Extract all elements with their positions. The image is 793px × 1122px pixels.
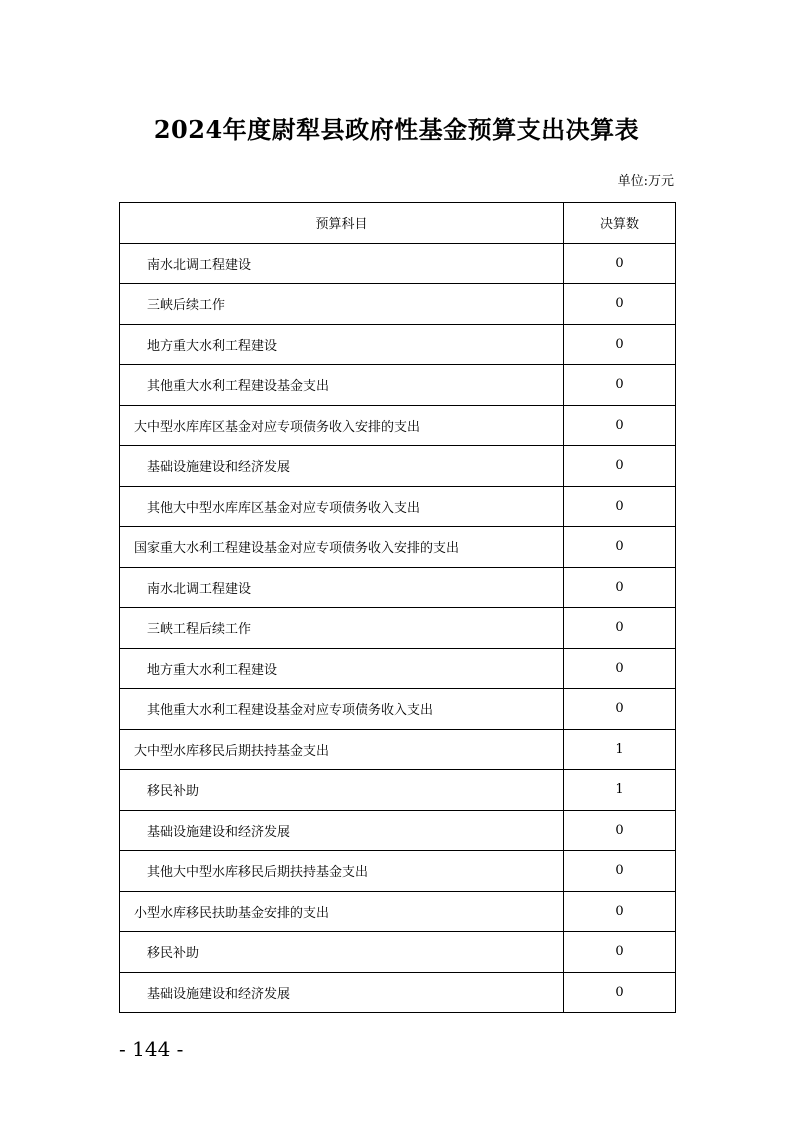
final-amount-cell: 0 [564,243,676,284]
page-number: - 144 - [119,1037,184,1061]
table-row [120,567,676,608]
final-amount-cell: 0 [564,648,676,689]
table-row [120,770,676,811]
table-row [120,284,676,325]
budget-subject-cell: 三峡工程后续工作 [120,608,564,649]
table-row [120,851,676,892]
final-amount-cell: 0 [564,284,676,325]
final-amount-cell: 0 [564,324,676,365]
final-amount-cell: 0 [564,851,676,892]
final-amount-cell: 0 [564,446,676,487]
budget-subject-cell: 移民补助 [120,770,564,811]
budget-subject-cell: 国家重大水利工程建设基金对应专项债务收入安排的支出 [120,527,564,568]
budget-subject-cell: 三峡后续工作 [120,284,564,325]
final-amount-cell: 1 [564,770,676,811]
table-row [120,932,676,973]
final-amount-cell: 0 [564,891,676,932]
table-row [120,689,676,730]
page-title: 2024年度尉犁县政府性基金预算支出决算表 [153,115,640,144]
header-final-amount: 决算数 [564,203,676,244]
final-amount-cell: 0 [564,527,676,568]
final-amount-cell: 0 [564,689,676,730]
budget-subject-cell: 基础设施建设和经济发展 [120,972,564,1013]
table-row [120,891,676,932]
table-row [120,446,676,487]
table-row [120,365,676,406]
budget-subject-cell: 基础设施建设和经济发展 [120,446,564,487]
table-row [120,648,676,689]
table-row [120,243,676,284]
table-body [120,243,676,1013]
budget-subject-cell: 地方重大水利工程建设 [120,324,564,365]
table-row [120,729,676,770]
budget-subject-cell: 其他重大水利工程建设基金支出 [120,365,564,406]
table-header-row [120,203,676,244]
budget-subject-cell: 大中型水库库区基金对应专项债务收入安排的支出 [120,405,564,446]
budget-subject-cell: 其他大中型水库移民后期扶持基金支出 [120,851,564,892]
budget-subject-cell: 地方重大水利工程建设 [120,648,564,689]
final-amount-cell: 0 [564,608,676,649]
header-budget-subject: 预算科目 [120,203,564,244]
final-amount-cell: 0 [564,365,676,406]
budget-subject-cell: 小型水库移民扶助基金安排的支出 [120,891,564,932]
table-row [120,608,676,649]
budget-subject-cell: 移民补助 [120,932,564,973]
budget-subject-cell: 南水北调工程建设 [120,243,564,284]
table-row [120,972,676,1013]
unit-label: 单位:万元 [617,174,674,189]
final-amount-cell: 0 [564,567,676,608]
budget-subject-cell: 其他大中型水库库区基金对应专项债务收入支出 [120,486,564,527]
final-amount-cell: 0 [564,972,676,1013]
budget-subject-cell: 大中型水库移民后期扶持基金支出 [120,729,564,770]
table-row [120,486,676,527]
table-row [120,405,676,446]
budget-subject-cell: 南水北调工程建设 [120,567,564,608]
budget-table [119,202,676,1013]
final-amount-cell: 0 [564,810,676,851]
budget-subject-cell: 其他重大水利工程建设基金对应专项债务收入支出 [120,689,564,730]
final-amount-cell: 0 [564,486,676,527]
final-amount-cell: 0 [564,932,676,973]
budget-subject-cell: 基础设施建设和经济发展 [120,810,564,851]
table-row [120,324,676,365]
final-amount-cell: 0 [564,405,676,446]
table-row [120,527,676,568]
final-amount-cell: 1 [564,729,676,770]
table-row [120,810,676,851]
